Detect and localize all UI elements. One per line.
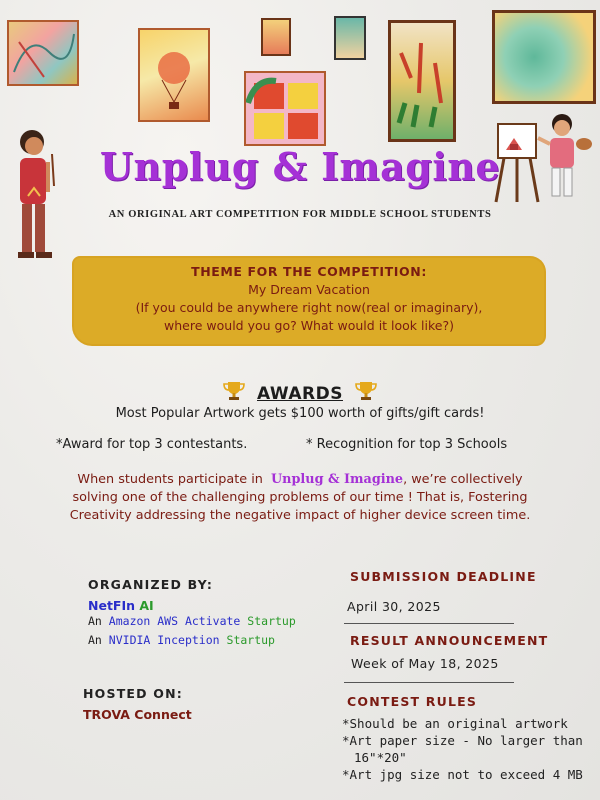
rule-item: *Art jpg size not to exceed 4 MB bbox=[342, 767, 583, 782]
mission-brand: Unplug & Imagine bbox=[271, 472, 404, 487]
hosted-label: HOSTED ON: bbox=[83, 686, 183, 701]
rule-item: *Art paper size - No larger than bbox=[342, 733, 583, 748]
artwork-frame-5 bbox=[244, 71, 326, 146]
divider bbox=[344, 682, 514, 683]
page-title: Unplug & Imagine bbox=[99, 144, 501, 189]
hosted-value: TROVA Connect bbox=[83, 707, 192, 722]
mission-line2: solving one of the challenging problems of our time ! That is, Fostering bbox=[72, 490, 528, 505]
award-contestants-text: *Award for top 3 contestants. bbox=[56, 437, 248, 452]
award-schools-text: * Recognition for top 3 Schools bbox=[306, 437, 508, 452]
abstract-blocks-icon bbox=[246, 73, 324, 144]
result-value: Week of May 18, 2025 bbox=[351, 656, 499, 671]
mission-line1: When students participate in Unplug & Imagine, we’re collectively bbox=[77, 472, 523, 487]
awards-title: AWARDS bbox=[257, 383, 343, 404]
artwork-frame-7 bbox=[492, 10, 596, 104]
deadline-label: SUBMISSION DEADLINE bbox=[350, 569, 537, 584]
artwork-frame-6 bbox=[388, 20, 456, 142]
theme-banner-text bbox=[74, 263, 544, 335]
organizer-name: NetFIn AI bbox=[88, 598, 154, 613]
artwork-frame-1 bbox=[7, 20, 79, 86]
nvidia-line: An NVIDIA Inception Startup bbox=[88, 633, 275, 647]
rule-item: *Should be an original artwork bbox=[342, 716, 568, 731]
theme-name: My Dream Vacation bbox=[248, 282, 370, 297]
theme-heading: THEME FOR THE COMPETITION: bbox=[191, 264, 427, 279]
artwork-frame-2 bbox=[138, 28, 210, 122]
artwork-frame-3 bbox=[261, 18, 291, 56]
rule-item: 16"*20" bbox=[354, 750, 407, 765]
artwork-frame-4 bbox=[334, 16, 366, 60]
award-prize-text: Most Popular Artwork gets $100 worth of gifts/gift cards! bbox=[115, 406, 485, 421]
hot-air-balloon-icon bbox=[140, 30, 208, 120]
theme-question-line1: (If you could be anywhere right now(real or imaginary), bbox=[135, 300, 483, 315]
rules-label: CONTEST RULES bbox=[347, 694, 478, 709]
page-subtitle: AN ORIGINAL ART COMPETITION FOR MIDDLE SCHOOL STUDENTS bbox=[108, 209, 492, 220]
aws-line: An Amazon AWS Activate Startup bbox=[88, 614, 296, 628]
result-label: RESULT ANNOUNCEMENT bbox=[350, 633, 549, 648]
abstract-strokes-icon bbox=[9, 22, 77, 84]
awards-heading bbox=[0, 380, 600, 407]
mission-paragraph bbox=[40, 471, 560, 525]
theme-question-line2: where would you go? What would it look like?) bbox=[164, 318, 454, 333]
divider bbox=[344, 623, 514, 624]
organized-label: ORGANIZED BY: bbox=[88, 577, 214, 592]
trophy-icon bbox=[355, 380, 377, 407]
painted-flowers-icon bbox=[391, 23, 453, 139]
rules-list bbox=[342, 715, 583, 783]
deadline-value: April 30, 2025 bbox=[347, 599, 441, 614]
trophy-icon bbox=[223, 380, 245, 407]
mission-line3: Creativity addressing the negative impact of higher device screen time. bbox=[69, 508, 531, 523]
